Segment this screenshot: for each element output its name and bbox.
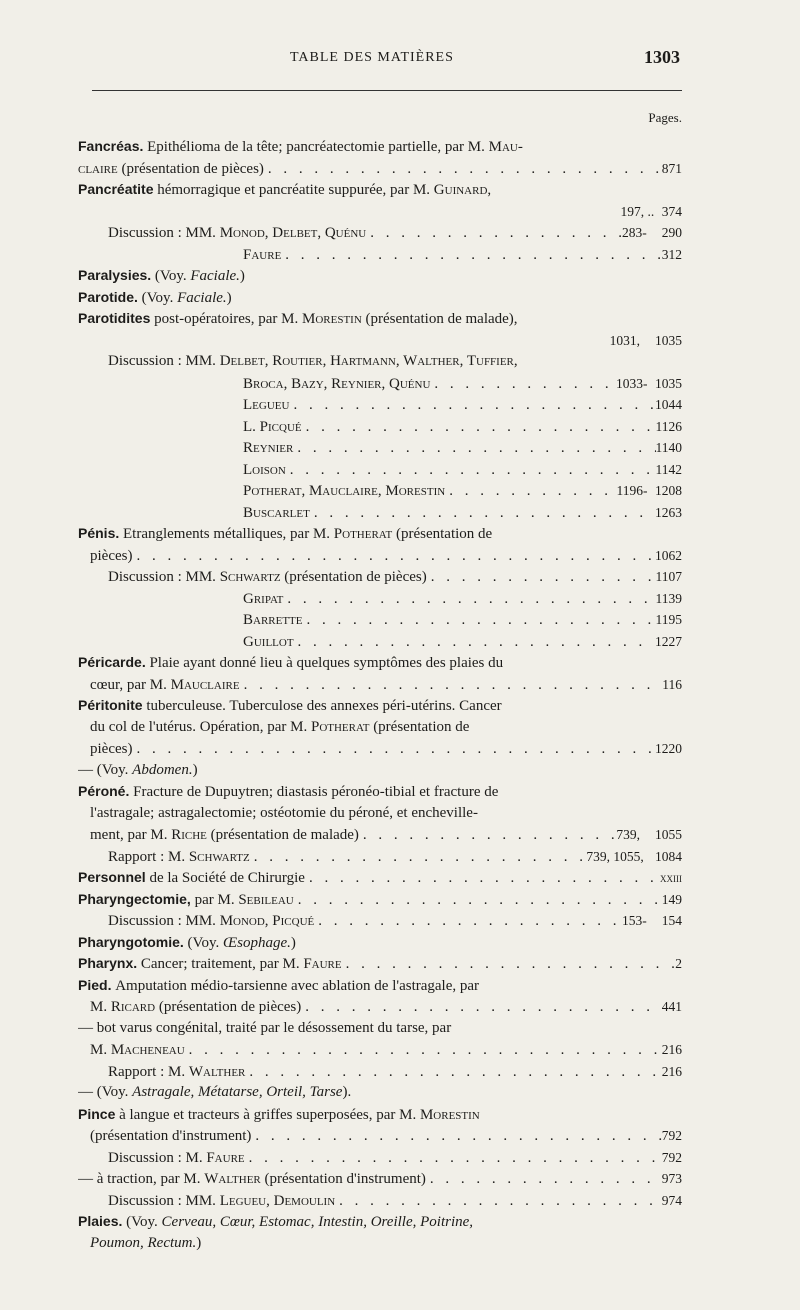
page-ref: 153- <box>622 913 647 928</box>
page-ref: 154 <box>661 913 682 928</box>
entry-text: par M. <box>194 891 235 908</box>
page-ref: 312 <box>661 246 682 262</box>
index-line <box>78 459 682 481</box>
entry-text: (présentation de pièces) <box>158 999 302 1015</box>
author-name: Broca, Bazy, Reynier, Quénu <box>243 375 431 392</box>
author-name: Reynier <box>243 440 294 456</box>
page-ref: 1220 <box>655 741 682 756</box>
entry-heading: Pénis. <box>78 525 120 541</box>
entry-heading: Pharynx. <box>78 955 138 971</box>
page-ref: 1140 <box>655 440 682 455</box>
leader-dots <box>426 1169 662 1190</box>
index-line <box>78 523 682 545</box>
entry-heading: Plaies. <box>78 1213 123 1229</box>
leader-dots <box>303 610 656 631</box>
author-name: Monod, Delbet, Quénu <box>219 225 367 241</box>
page-ref: 1035 <box>655 375 682 391</box>
entry-text: de la Société de Chirurgie <box>149 870 305 886</box>
author-name: claire <box>78 160 118 177</box>
author-name: Potherat <box>333 526 393 542</box>
discussion-label: Discussion : MM. <box>108 353 216 369</box>
leader-dots <box>250 847 587 868</box>
index-line <box>78 566 682 588</box>
index-line <box>78 1211 682 1233</box>
page-ref: 1139 <box>655 590 682 606</box>
page-ref: 739, <box>616 827 640 842</box>
entry-heading: Personnel <box>78 869 146 885</box>
index-line <box>78 136 682 158</box>
entry-text: post-opératoires, par M. <box>154 311 299 327</box>
entry-text: l'astragale; astragalectomie; ostéotomie du péroné, et encheville- <box>90 804 478 821</box>
page-ref: 116 <box>662 676 682 692</box>
index-line <box>78 502 682 524</box>
page-ref: 2 <box>675 956 682 971</box>
entry-text: (présentation de pièces) <box>121 160 264 177</box>
index-line <box>78 652 682 674</box>
author-name: Gripat <box>243 590 284 607</box>
leader-dots <box>359 825 616 846</box>
header-rule <box>92 90 682 91</box>
author-name: Delbet, Routier, Hartmann, Walther, Tuffier, <box>219 353 518 369</box>
author-name: Guinard, <box>433 182 492 198</box>
index-line <box>78 308 682 330</box>
entry-text: (présentation de malade) <box>210 827 359 843</box>
index-line <box>78 394 682 416</box>
see-close: ) <box>290 934 296 951</box>
leader-dots <box>294 890 662 911</box>
index-line <box>78 932 682 954</box>
page-ref: 1062 <box>655 547 682 563</box>
index-line <box>78 1104 682 1126</box>
leader-dots <box>294 632 655 653</box>
page-ref: 1035 <box>655 332 682 348</box>
author-name: Barrette <box>243 612 303 628</box>
author-name: Faure <box>303 956 342 972</box>
index-line <box>78 1039 682 1061</box>
pages-column-label: Pages. <box>648 110 682 125</box>
index-line <box>78 717 682 739</box>
entry-text: (présentation de <box>373 718 470 735</box>
index-line <box>78 1082 682 1104</box>
author-name: Faure <box>243 246 282 263</box>
page-header <box>0 47 800 74</box>
see-close: ) <box>196 1234 202 1251</box>
index-line <box>78 416 682 438</box>
entry-text: Fracture de Dupuytren; diastasis péronéo-tibial et fracture de <box>133 784 499 800</box>
page-ref: 1055 <box>655 827 682 842</box>
index-entries <box>78 136 682 1254</box>
page-ref: 1142 <box>655 461 682 477</box>
page-ref: 197, .. <box>620 203 655 219</box>
page-ref: 1126 <box>655 418 682 434</box>
rapport-label: Rapport : M. <box>108 848 186 865</box>
page-ref: 974 <box>661 1192 682 1208</box>
see-close: ) <box>226 289 232 306</box>
see-close: ). <box>342 1084 352 1100</box>
see-also: (Voy. <box>141 289 174 306</box>
see-close: ) <box>239 268 245 284</box>
entry-text: (présentation de <box>395 526 493 542</box>
discussion-label: Discussion : MM. <box>108 1192 216 1209</box>
index-line <box>78 996 682 1018</box>
leader-dots <box>293 438 655 459</box>
leader-dots <box>314 911 622 932</box>
author-name: Morestin <box>302 311 362 327</box>
see-also: — (Voy. <box>78 761 129 778</box>
entry-text: Amputation médio-tarsienne avec ablation de l'astragale, par <box>115 977 480 994</box>
index-line <box>78 631 682 653</box>
page-ref: 149 <box>661 891 682 907</box>
index-line <box>78 781 682 803</box>
see-target: Astragale, Métatarse, Orteil, Tarse <box>132 1084 343 1100</box>
entry-text: Plaie ayant donné lieu à quelques symptômes des plaies du <box>149 655 504 671</box>
author-name: Legueu <box>243 397 290 413</box>
index-line <box>78 201 682 223</box>
entry-text: Epithélioma de la tête; pancréatectomie partielle, par M. <box>147 139 485 155</box>
see-target: Faciale. <box>177 289 227 306</box>
index-line <box>78 1018 682 1040</box>
author-name: M. Ricard <box>90 999 156 1015</box>
discussion-label: Discussion : M. <box>108 1149 203 1166</box>
entry-text: hémorragique et pancréatite suppurée, par M. <box>157 182 431 198</box>
index-line <box>78 910 682 932</box>
entry-heading: Pharyngectomie, <box>78 890 191 907</box>
index-line <box>78 1061 682 1083</box>
running-title: TABLE DES MATIÈRES <box>290 50 454 65</box>
index-line <box>78 674 682 696</box>
entry-text: ment, par M. <box>90 827 168 843</box>
entry-text: tuberculeuse. Tuberculose des annexes péri-utérins. Cancer <box>146 698 502 714</box>
leader-dots <box>281 245 661 266</box>
index-line <box>78 889 682 911</box>
page-ref: 871 <box>661 160 682 176</box>
entry-text: (présentation d'instrument) <box>90 1128 252 1144</box>
leader-dots <box>240 675 663 696</box>
index-line <box>78 588 682 610</box>
page-ref: 1208 <box>655 483 682 498</box>
index-line <box>78 695 682 717</box>
entry-heading: Paralysies. <box>78 267 152 283</box>
page-ref: 1196- <box>616 483 648 498</box>
author-name: Mau- <box>488 139 523 155</box>
leader-dots <box>251 1126 661 1147</box>
entry-heading: Parotide. <box>78 288 138 305</box>
page-ref: 290 <box>661 225 682 240</box>
page-ref: 1031, <box>609 332 640 348</box>
page-ref: 1263 <box>655 504 682 520</box>
entry-heading: Péritonite <box>78 697 143 713</box>
page-ref: 792 <box>661 1128 682 1143</box>
leader-dots <box>302 417 656 438</box>
page-ref: 283- <box>622 225 647 240</box>
entry-heading: Péricarde. <box>78 654 146 670</box>
page-ref: 1084 <box>655 848 682 864</box>
entry-text: (présentation d'instrument) <box>264 1171 426 1187</box>
entry-text: pièces) <box>90 741 133 757</box>
page-ref: 792 <box>661 1149 682 1165</box>
index-line <box>78 953 682 975</box>
leader-dots <box>310 503 655 524</box>
index-line <box>78 1125 682 1147</box>
leader-dots <box>430 374 616 395</box>
see-also: (Voy. <box>126 1214 158 1230</box>
leader-dots <box>283 589 655 610</box>
index-line <box>78 1147 682 1169</box>
rapport-label: Rapport : M. <box>108 1063 186 1080</box>
see-also: — (Voy. <box>78 1084 129 1100</box>
index-line <box>78 1233 682 1255</box>
leader-dots <box>286 460 656 481</box>
leader-dots <box>264 159 662 180</box>
entry-text: du col de l'utérus. Opération, par M. <box>90 718 308 735</box>
author-name: Schwartz <box>188 848 250 865</box>
index-line <box>78 738 682 760</box>
author-name: Faure <box>206 1149 245 1166</box>
leader-dots <box>335 1191 662 1212</box>
entry-heading: Pancréatite <box>78 181 154 197</box>
index-line <box>78 287 682 309</box>
page-ref: 216 <box>661 1042 682 1057</box>
leader-dots <box>245 1062 661 1083</box>
discussion-label: Discussion : MM. <box>108 225 216 241</box>
author-name: Guillot <box>243 633 294 650</box>
leader-dots <box>342 954 676 975</box>
page-ref: 1107 <box>655 569 682 584</box>
page-number: 1303 <box>644 47 680 67</box>
index-line <box>78 265 682 287</box>
see-target: Abdomen. <box>132 761 193 778</box>
entry-text: (présentation de malade), <box>365 311 518 327</box>
entry-heading: Parotidites <box>78 310 151 326</box>
entry-text: — à traction, par M. <box>78 1171 201 1187</box>
author-name: Loison <box>243 461 286 478</box>
author-name: Morestin <box>419 1106 480 1123</box>
see-target: Œsophage. <box>222 934 291 951</box>
author-name: Walther <box>204 1171 261 1187</box>
index-line <box>78 609 682 631</box>
page-ref: 1033- <box>616 375 648 391</box>
entry-text: (présentation de pièces) <box>284 569 427 585</box>
leader-dots <box>245 1148 662 1169</box>
index-line <box>78 222 682 244</box>
page-ref: 739, 1055, <box>586 848 644 864</box>
entry-text: — bot varus congénital, traité par le désossement du tarse, par <box>78 1019 452 1036</box>
entry-heading: Fancréas. <box>78 138 144 154</box>
index-line <box>78 330 682 352</box>
see-target: Faciale. <box>190 268 240 284</box>
index-line <box>78 867 682 889</box>
index-line <box>78 1190 682 1212</box>
leader-dots <box>305 868 660 889</box>
see-target: Poumon, Rectum. <box>90 1234 197 1251</box>
discussion-label: Discussion : MM. <box>108 913 216 929</box>
author-name: Walther <box>188 1063 246 1080</box>
leader-dots <box>445 481 616 502</box>
entry-heading: Pharyngotomie. <box>78 933 184 950</box>
leader-dots <box>301 997 661 1018</box>
author-name: Potherat <box>310 718 370 735</box>
leader-dots <box>185 1040 662 1061</box>
index-line <box>78 824 682 846</box>
page-ref: 441 <box>661 999 682 1014</box>
author-name: Sebileau <box>238 891 294 908</box>
entry-heading: Péroné. <box>78 783 130 799</box>
entry-text: pièces) <box>90 547 133 564</box>
index-line <box>78 158 682 180</box>
index-line <box>78 803 682 825</box>
see-close: ) <box>192 761 198 778</box>
author-name: Buscarlet <box>243 504 310 521</box>
author-name: M. Macheneau <box>90 1042 185 1058</box>
index-line <box>78 846 682 868</box>
index-line <box>78 351 682 373</box>
leader-dots <box>427 567 656 588</box>
entry-heading: Pince <box>78 1105 116 1122</box>
author-name: Monod, Picqué <box>219 913 315 929</box>
index-line <box>78 437 682 459</box>
see-target: Cerveau, Cœur, Estomac, Intestin, Oreille, Poitrine, <box>161 1214 474 1230</box>
index-line <box>78 975 682 997</box>
author-name: Schwartz <box>219 569 281 585</box>
index-line <box>78 480 682 502</box>
page-ref: 1044 <box>655 397 682 412</box>
index-line <box>78 373 682 395</box>
author-name: Riche <box>171 827 207 843</box>
index-line <box>78 179 682 201</box>
index-line <box>78 1168 682 1190</box>
entry-text: à langue et tracteurs à griffes superposées, par M. <box>119 1106 417 1123</box>
see-also: (Voy. <box>187 934 220 951</box>
author-name: Mauclaire <box>170 676 240 693</box>
entry-text: cœur, par M. <box>90 676 167 693</box>
page-ref: 216 <box>661 1063 682 1079</box>
leader-dots <box>132 546 655 567</box>
author-name: L. Picqué <box>243 418 302 435</box>
page-ref: xxiii <box>660 870 682 885</box>
see-also: (Voy. <box>154 268 187 284</box>
leader-dots <box>366 223 622 244</box>
author-name: Potherat, Mauclaire, Morestin <box>243 483 446 499</box>
entry-heading: Pied. <box>78 976 112 993</box>
index-line <box>78 545 682 567</box>
page-ref: 973 <box>661 1171 682 1186</box>
leader-dots <box>289 395 655 416</box>
entry-text: Cancer; traitement, par M. <box>140 956 300 972</box>
page-ref: 1195 <box>655 612 682 627</box>
index-line <box>78 244 682 266</box>
index-line <box>78 760 682 782</box>
leader-dots <box>132 739 655 760</box>
page-ref: 374 <box>661 203 682 219</box>
page-ref: 1227 <box>655 633 682 649</box>
discussion-label: Discussion : MM. <box>108 569 216 585</box>
entry-text: Etranglements métalliques, par M. <box>123 526 331 542</box>
author-name: Legueu, Demoulin <box>219 1192 336 1209</box>
